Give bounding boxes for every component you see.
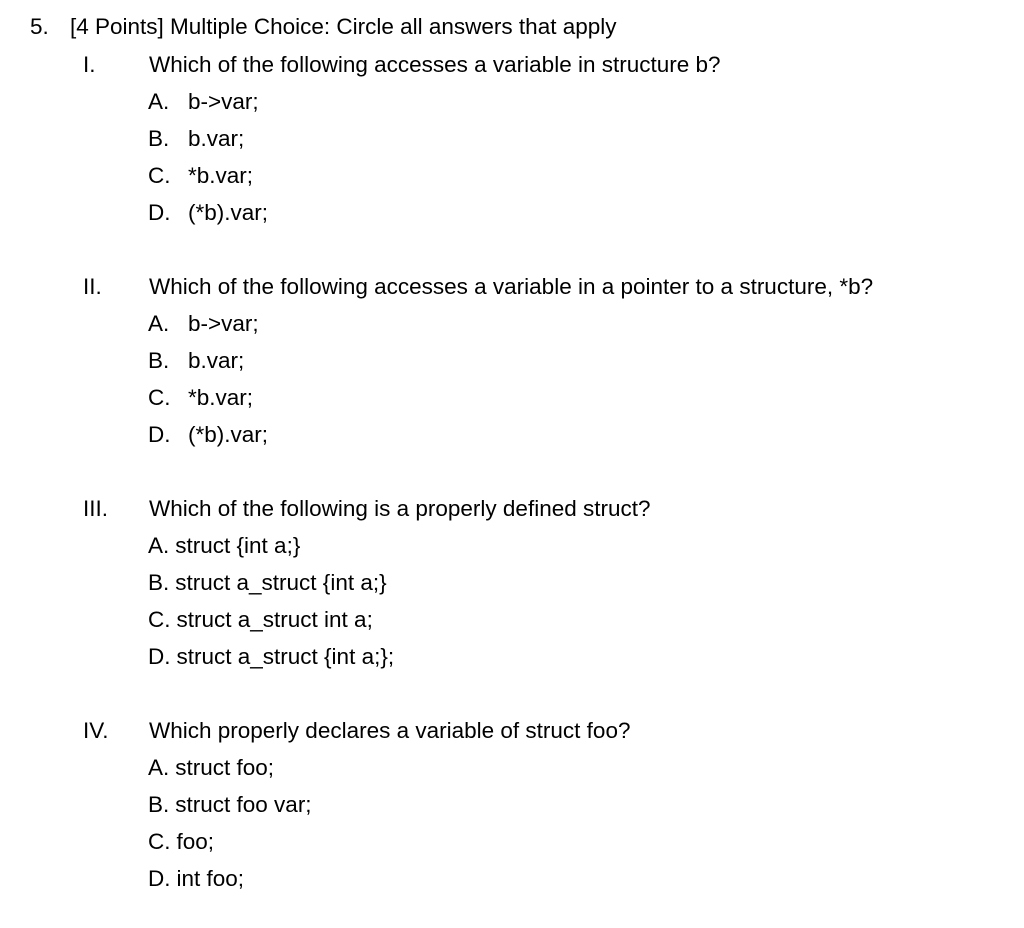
option-letter: A. <box>148 755 170 780</box>
option-letter: B. <box>148 348 170 373</box>
option-text: struct a_struct int a; <box>176 607 373 632</box>
question-numeral: I. <box>83 52 96 77</box>
option-text: b.var; <box>188 126 245 151</box>
option-text: foo; <box>176 829 215 854</box>
main-question-number: 5. <box>30 14 49 39</box>
option-b[interactable] <box>148 124 244 154</box>
option-a[interactable] <box>148 87 259 117</box>
option-letter: C. <box>148 829 171 854</box>
option-a[interactable] <box>148 531 300 561</box>
question-text: Which of the following accesses a variable in structure b? <box>149 52 721 77</box>
option-text: struct foo var; <box>175 792 312 817</box>
option-text: struct a_struct {int a;} <box>175 570 387 595</box>
option-text: struct foo; <box>175 755 275 780</box>
question-numeral: IV. <box>83 718 109 743</box>
option-b[interactable] <box>148 568 387 598</box>
option-a[interactable] <box>148 753 274 783</box>
option-text: b.var; <box>188 348 245 373</box>
option-text: b->var; <box>188 311 259 336</box>
option-d[interactable] <box>148 198 268 228</box>
option-d[interactable] <box>148 864 244 894</box>
question-numeral: III. <box>83 496 109 521</box>
option-text: struct {int a;} <box>175 533 301 558</box>
option-letter: B. <box>148 126 170 151</box>
option-b[interactable] <box>148 346 244 376</box>
option-letter: A. <box>148 89 170 114</box>
option-text: (*b).var; <box>188 200 269 225</box>
main-question-text: [4 Points] Multiple Choice: Circle all answers that apply <box>70 14 617 39</box>
question-numeral: II. <box>83 274 102 299</box>
option-letter: B. <box>148 570 170 595</box>
option-letter: C. <box>148 163 171 188</box>
option-letter: A. <box>148 533 170 558</box>
option-d[interactable] <box>148 642 394 672</box>
option-letter: B. <box>148 792 170 817</box>
question-text: Which of the following is a properly defined struct? <box>149 496 651 521</box>
option-c[interactable] <box>148 605 373 635</box>
option-letter: D. <box>148 866 171 891</box>
option-c[interactable] <box>148 827 214 857</box>
option-c[interactable] <box>148 383 253 413</box>
question-text: Which properly declares a variable of struct foo? <box>149 718 631 743</box>
option-c[interactable] <box>148 161 253 191</box>
question-text: Which of the following accesses a variable in a pointer to a structure, *b? <box>149 274 874 299</box>
option-text: *b.var; <box>188 385 254 410</box>
option-letter: C. <box>148 385 171 410</box>
option-letter: C. <box>148 607 171 632</box>
option-text: struct a_struct {int a;}; <box>176 644 395 669</box>
option-text: *b.var; <box>188 163 254 188</box>
option-text: b->var; <box>188 89 259 114</box>
option-letter: D. <box>148 644 171 669</box>
option-a[interactable] <box>148 309 259 339</box>
option-letter: D. <box>148 422 171 447</box>
option-letter: D. <box>148 200 171 225</box>
option-d[interactable] <box>148 420 268 450</box>
option-text: int foo; <box>176 866 245 891</box>
option-letter: A. <box>148 311 170 336</box>
main-question <box>30 12 617 42</box>
option-b[interactable] <box>148 790 312 820</box>
option-text: (*b).var; <box>188 422 269 447</box>
